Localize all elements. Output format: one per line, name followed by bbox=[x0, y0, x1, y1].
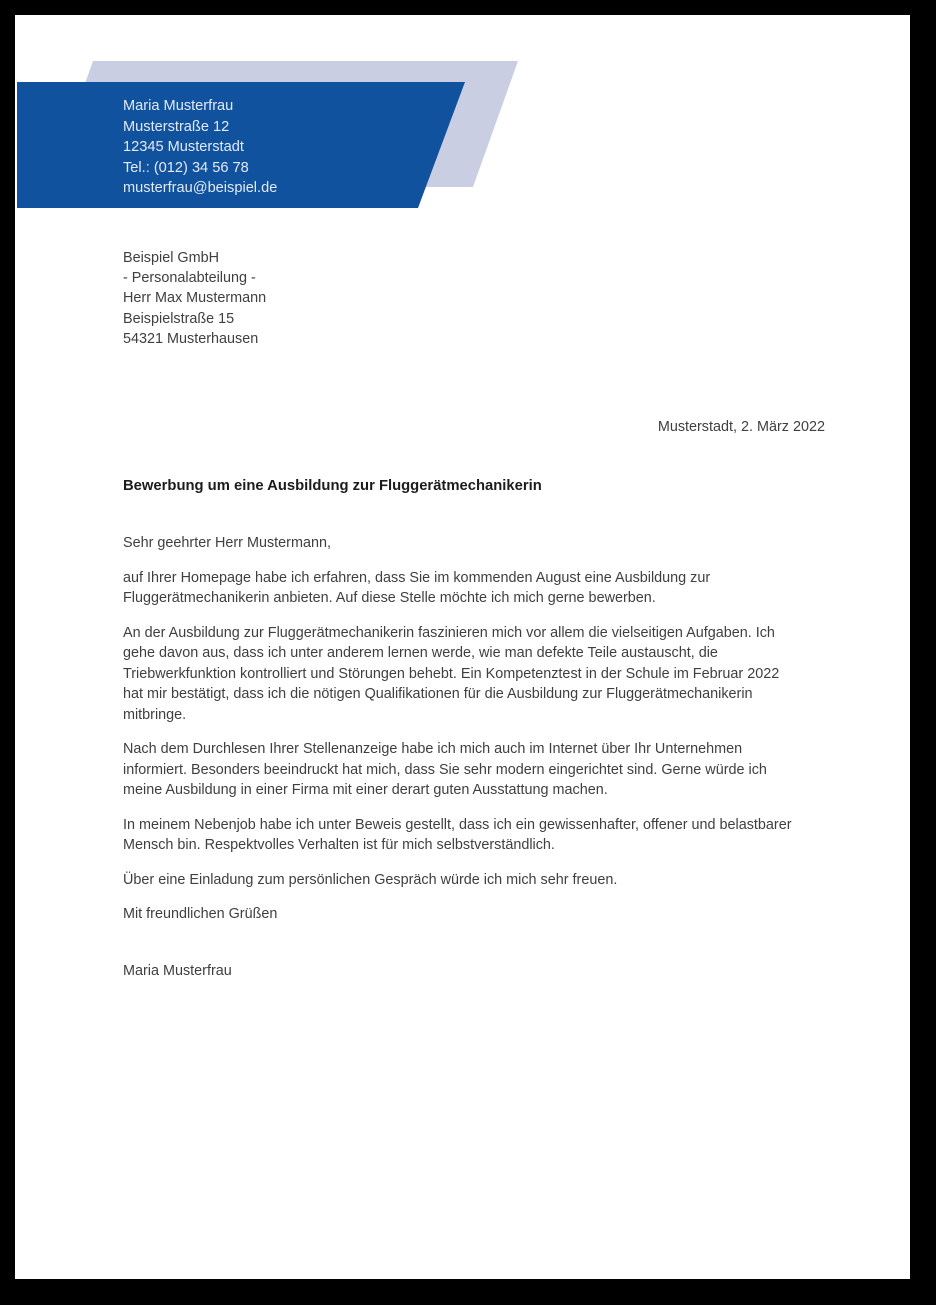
closing-line: Mit freundlichen Grüßen bbox=[123, 906, 278, 922]
subject-line: Bewerbung um eine Ausbildung zur Fluggerätmechanikerin bbox=[123, 478, 542, 494]
body-paragraph-4: In meinem Nebenjob habe ich unter Beweis gestellt, dass ich ein gewissenhafter, offener und belastbarer Mensch bin. Respektvolles Verhalten ist für mich selbstverständlich. bbox=[123, 816, 792, 853]
recipient-address-block: Beispiel GmbH - Personalabteilung - Herr Max Mustermann Beispielstraße 15 54321 Musterhausen bbox=[123, 250, 267, 347]
letter-page bbox=[15, 15, 910, 1279]
body-paragraph-1: auf Ihrer Homepage habe ich erfahren, dass Sie im kommenden August eine Ausbildung zur Fluggerätmechanikerin anbieten. Auf diese Stelle möchte ich mich gerne bewerben. bbox=[123, 569, 711, 606]
sender-address-block: Maria Musterfrau Musterstraße 12 12345 Musterstadt Tel.: (012) 34 56 78 musterfrau@beispiel.de bbox=[123, 98, 278, 196]
signature-name: Maria Musterfrau bbox=[123, 962, 232, 979]
body-paragraph-2: An der Ausbildung zur Fluggerätmechanikerin faszinieren mich vor allem die vielseitigen Aufgaben. Ich gehe davon aus, dass ich unter anderem lernen werde, wie man defekte Teile austauscht, die Triebwerkfunktion kontrolliert und Störungen behebt. Ein Kompetenztest in der Schule im Februar 2022 hat mir bestätigt, dass ich die nötigen Qualifikationen für die Ausbildung zur Fluggerätmechanikerin mitbringe. bbox=[123, 624, 780, 723]
body-paragraph-3: Nach dem Durchlesen Ihrer Stellenanzeige habe ich mich auch im Internet über Ihr Unternehmen informiert. Besonders beeindruckt hat mich, dass Sie sehr modern eingerichtet sind. Gerne würde ich meine Ausbildung in einer Firma mit einer derart guten Ausstattung machen. bbox=[123, 741, 767, 798]
body-paragraph-5: Über eine Einladung zum persönlichen Gespräch würde ich mich sehr freuen. bbox=[123, 871, 618, 888]
date-line: Musterstadt, 2. März 2022 bbox=[657, 419, 825, 435]
salutation: Sehr geehrter Herr Mustermann, bbox=[123, 535, 331, 551]
letter-body bbox=[123, 533, 863, 981]
